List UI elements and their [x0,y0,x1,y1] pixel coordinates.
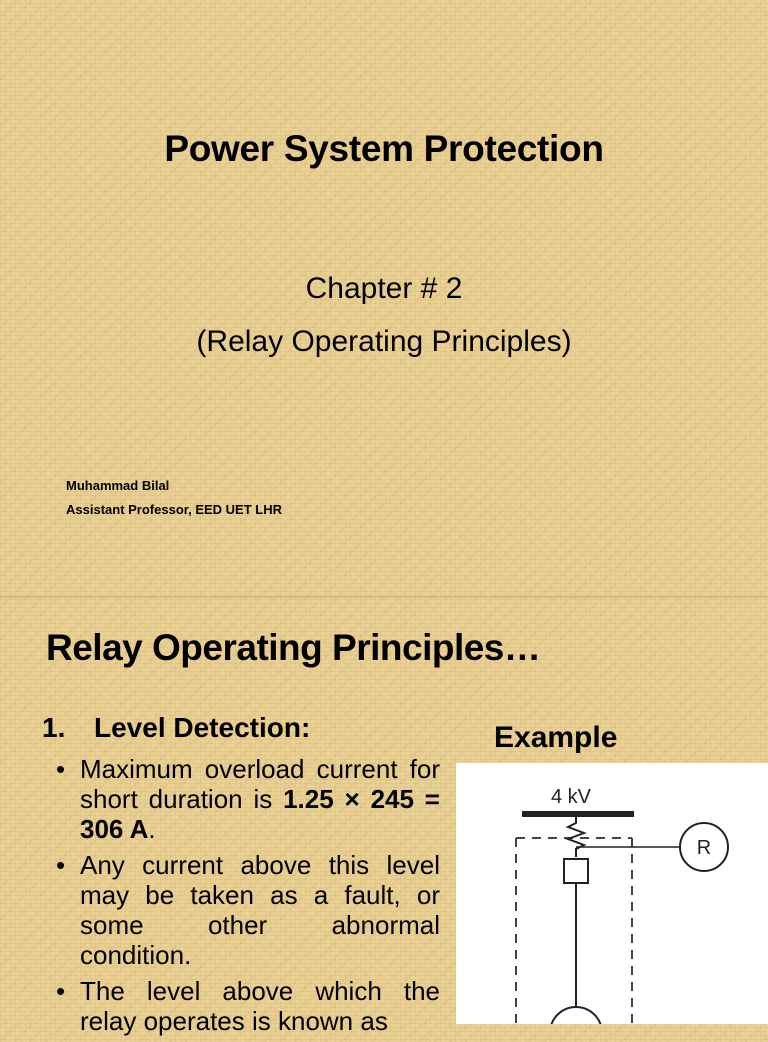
bullet-item: • The level above which the relay operates is known as [52,976,440,1036]
circuit-diagram [456,763,768,1024]
chapter-subtitle: (Relay Operating Principles) [196,325,572,358]
bullet-highlight: 1.25 × 245 = 306 A [80,784,440,844]
motor-load-icon [550,1007,602,1024]
author-position: Assistant Professor, EED UET LHR [66,502,282,517]
author-name: Muhammad Bilal [66,478,170,493]
presentation-title: Power System Protection [164,128,604,169]
content-slide [0,597,768,1036]
circuit-breaker-icon [564,859,588,883]
chapter-label: Chapter # 2 [305,272,463,305]
bullet-list [52,754,440,1042]
bullet-item: • Maximum overload current for short duration is 1.25 × 245 = 306 A. [52,754,440,844]
example-label: Example [494,721,618,754]
relay-label: R [696,837,712,859]
bullet-item: • Any current above this level may be taken as a fault, or some other abnormal condition. [52,850,440,970]
section-number: 1. [42,712,66,743]
slide-title: Relay Operating Principles… [46,627,541,668]
bus-voltage-label: 4 kV [551,786,592,808]
busbar [522,811,634,817]
section-heading [42,712,310,744]
section-label: Level Detection: [94,712,311,743]
